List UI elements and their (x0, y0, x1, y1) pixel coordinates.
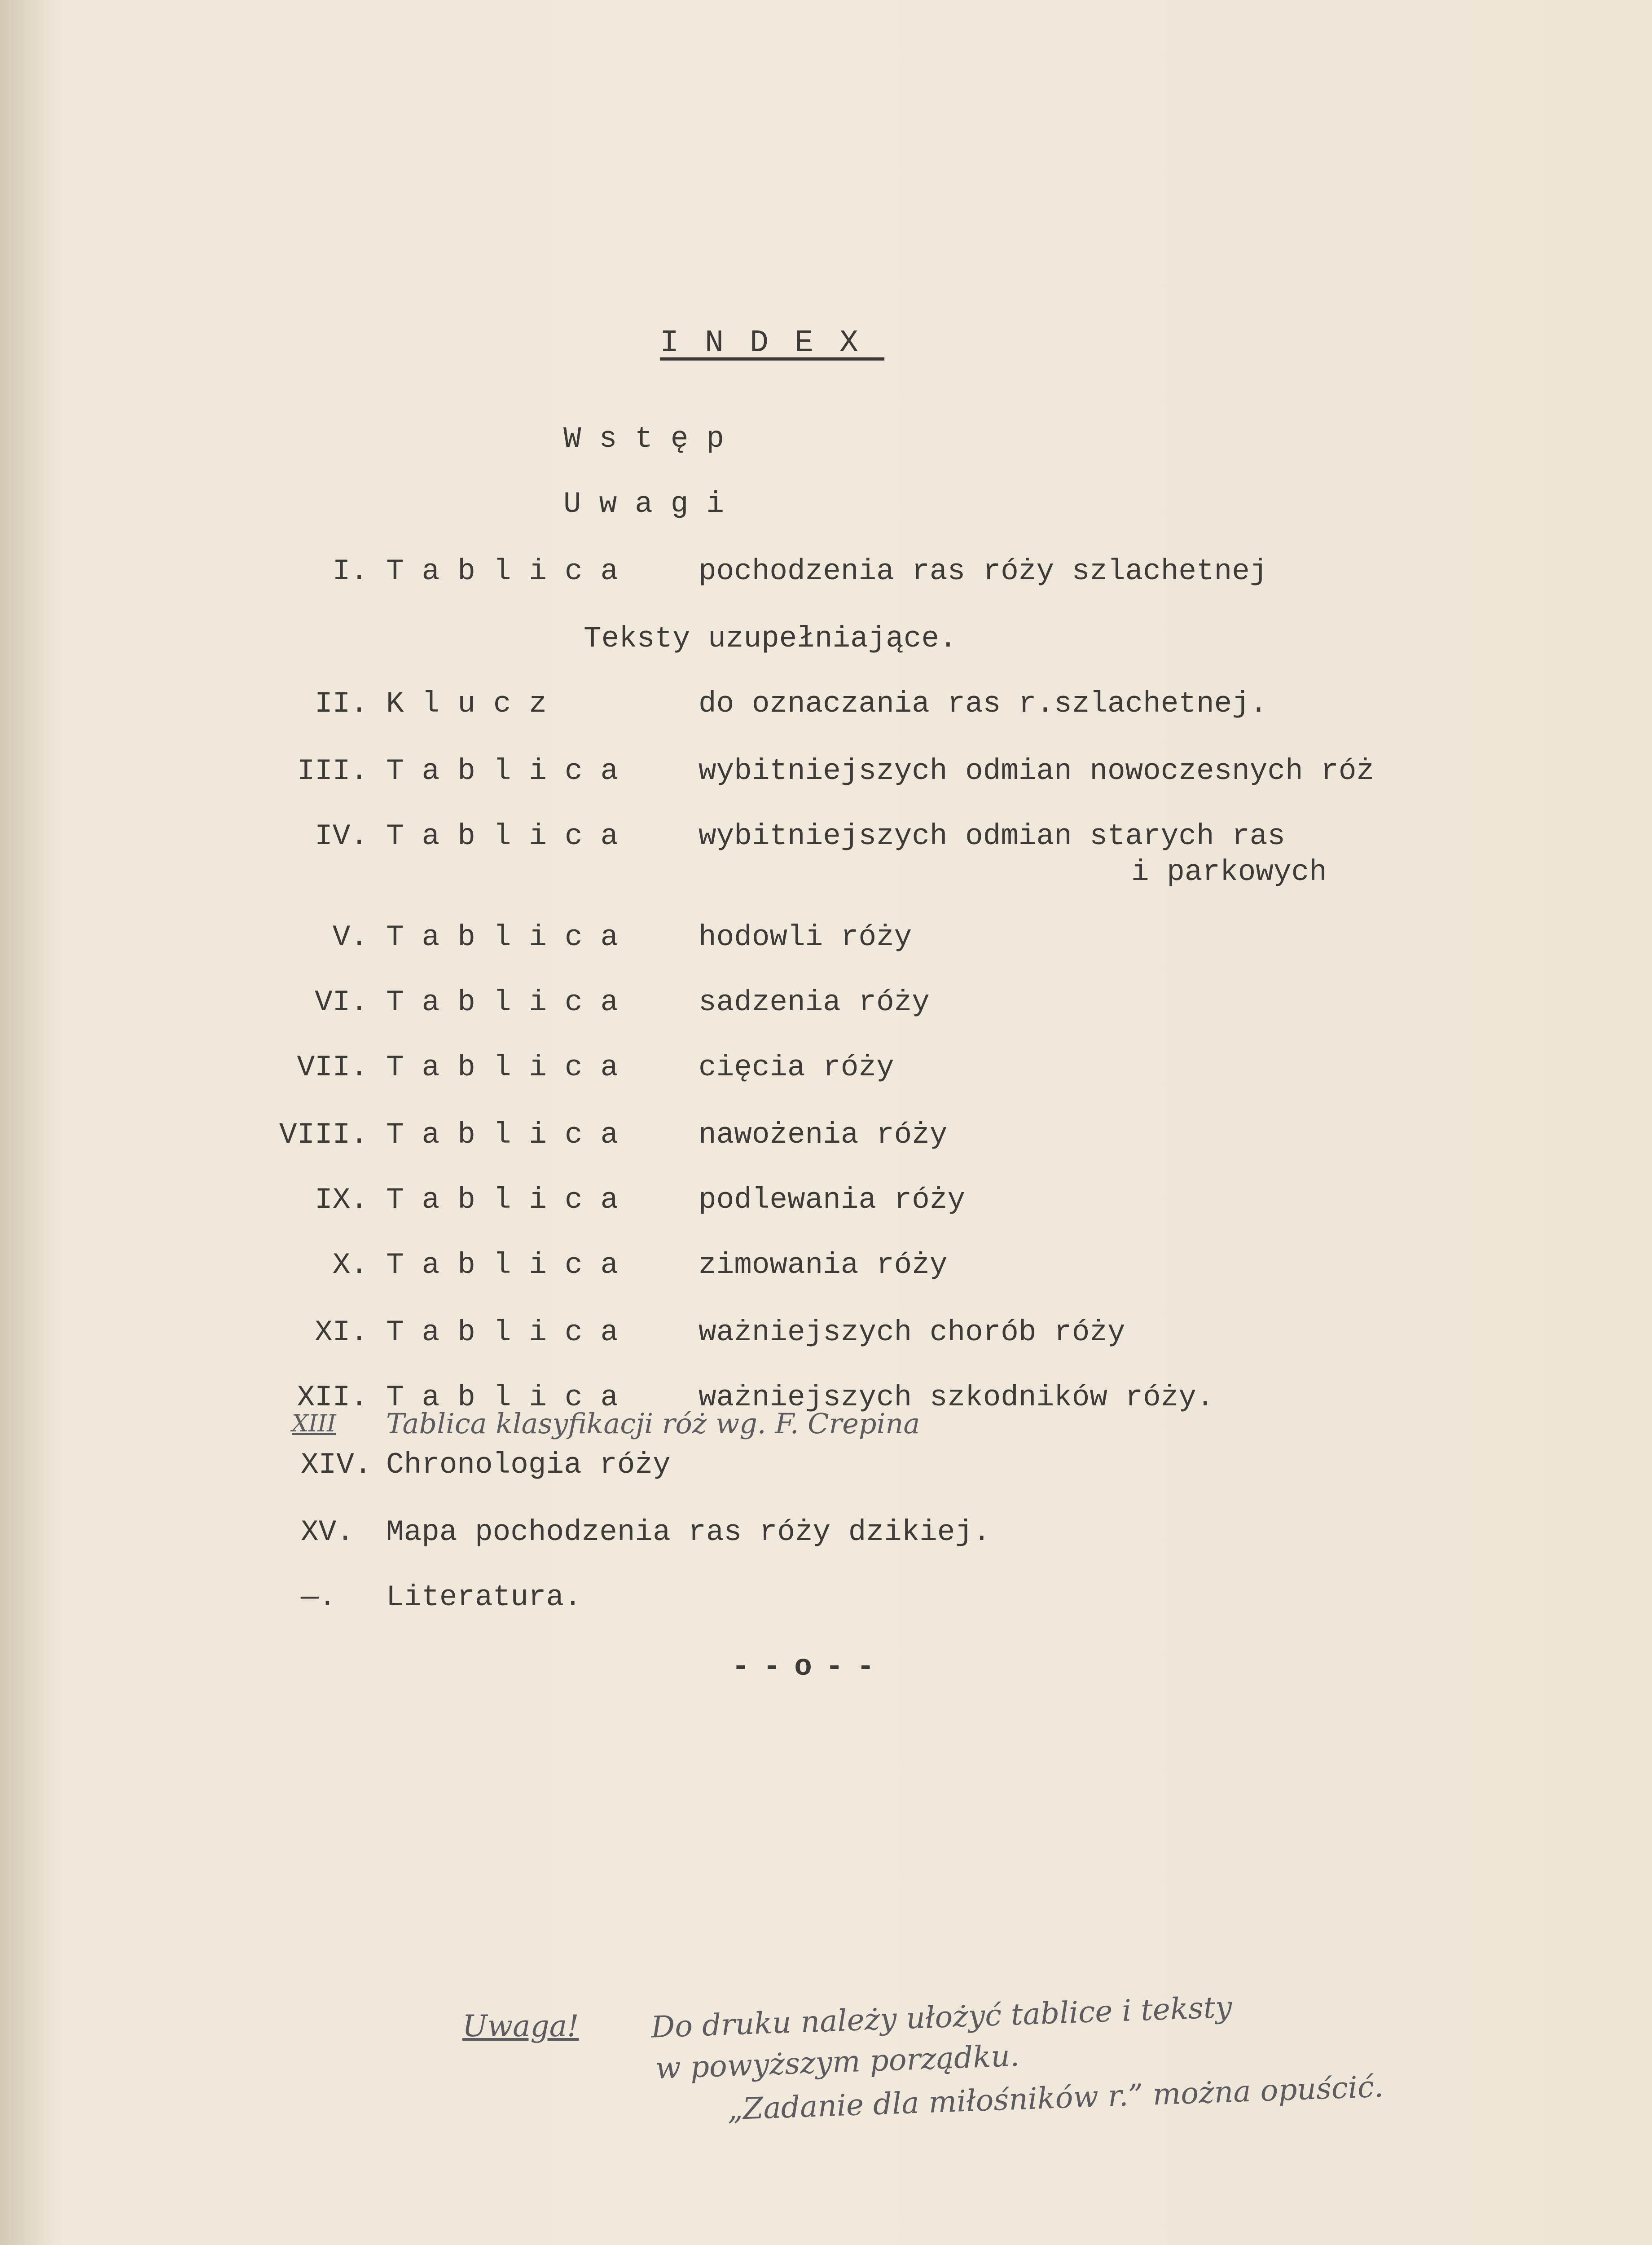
note-line: „Zadanie dla miłośników r.” można opuścić. (727, 2069, 1384, 2127)
page-title: INDEX (660, 326, 885, 361)
entry-number: VIII. (279, 1118, 368, 1152)
supplementary-heading: Teksty uzupełniające. (584, 622, 957, 656)
entry-word: Tablica (386, 1381, 637, 1414)
entry-word: Tablica (386, 1183, 637, 1217)
note-line: Do druku należy ułożyć tablice i teksty (650, 1990, 1233, 2045)
entry-word: Tablica (386, 1248, 637, 1282)
note-label: Uwaga! (462, 2009, 579, 2043)
entry-word: Tablica (386, 920, 637, 954)
entry-description: hodowli róży (699, 920, 912, 954)
entry-word: Klucz (386, 687, 565, 721)
entry-description: pochodzenia ras róży szlachetnej (699, 555, 1268, 588)
entry-number: X. (332, 1248, 368, 1282)
entry-description: zimowania róży (699, 1248, 948, 1282)
entry-description: cięcia róży (699, 1051, 894, 1084)
entry-description: podlewania róży (699, 1183, 966, 1217)
note-line: w powyższym porządku. (655, 2038, 1020, 2086)
intro-uwagi: Uwagi (563, 487, 743, 521)
entry-word: Tablica (386, 555, 637, 588)
entry-number: VII. (297, 1051, 368, 1084)
end-mark: --o-- (732, 1650, 888, 1684)
entry-word: Tablica (386, 1051, 637, 1084)
entry-number: V. (332, 920, 368, 954)
handwritten-entry-text: Tablica klasyfikacji róż wg. F. Crepina (386, 1407, 920, 1440)
entry-number: XI. (315, 1316, 368, 1349)
entry-number: IV. (315, 819, 368, 853)
entry-description: do oznaczania ras r.szlachetnej. (699, 687, 1268, 721)
entry-description: wybitniejszych odmian nowoczesnych róż (699, 754, 1375, 788)
entry-description: Literatura. (386, 1580, 582, 1614)
page-edge-shadow (0, 0, 54, 2245)
entry-number: —. (301, 1580, 337, 1614)
entry-word: Tablica (386, 1316, 637, 1349)
entry-description: wybitniejszych odmian starych ras (699, 819, 1286, 853)
entry-word: Tablica (386, 754, 637, 788)
entry-description: ważniejszych chorób róży (699, 1316, 1125, 1349)
entry-number: IX. (315, 1183, 368, 1217)
entry-description-continued: i parkowych (1131, 855, 1327, 889)
entry-number: II. (315, 687, 368, 721)
entry-word: Tablica (386, 986, 637, 1019)
entry-word: Tablica (386, 819, 637, 853)
entry-description: ważniejszych szkodników róży. (699, 1381, 1214, 1414)
entry-description: sadzenia róży (699, 986, 930, 1019)
entry-description: nawożenia róży (699, 1118, 948, 1152)
handwritten-entry-number: XIII (292, 1410, 336, 1437)
entry-number: VI. (315, 986, 368, 1019)
entry-number: I. (332, 555, 368, 588)
entry-description: Chronologia róży (386, 1448, 671, 1482)
intro-wstep: Wstęp (563, 422, 743, 456)
entry-description: Mapa pochodzenia ras róży dzikiej. (386, 1515, 991, 1549)
entry-number: XV. (301, 1515, 354, 1549)
entry-word: Tablica (386, 1118, 637, 1152)
entry-number: III. (297, 754, 368, 788)
entry-number: XIV. (301, 1448, 372, 1482)
entry-number: XII. (297, 1381, 368, 1414)
